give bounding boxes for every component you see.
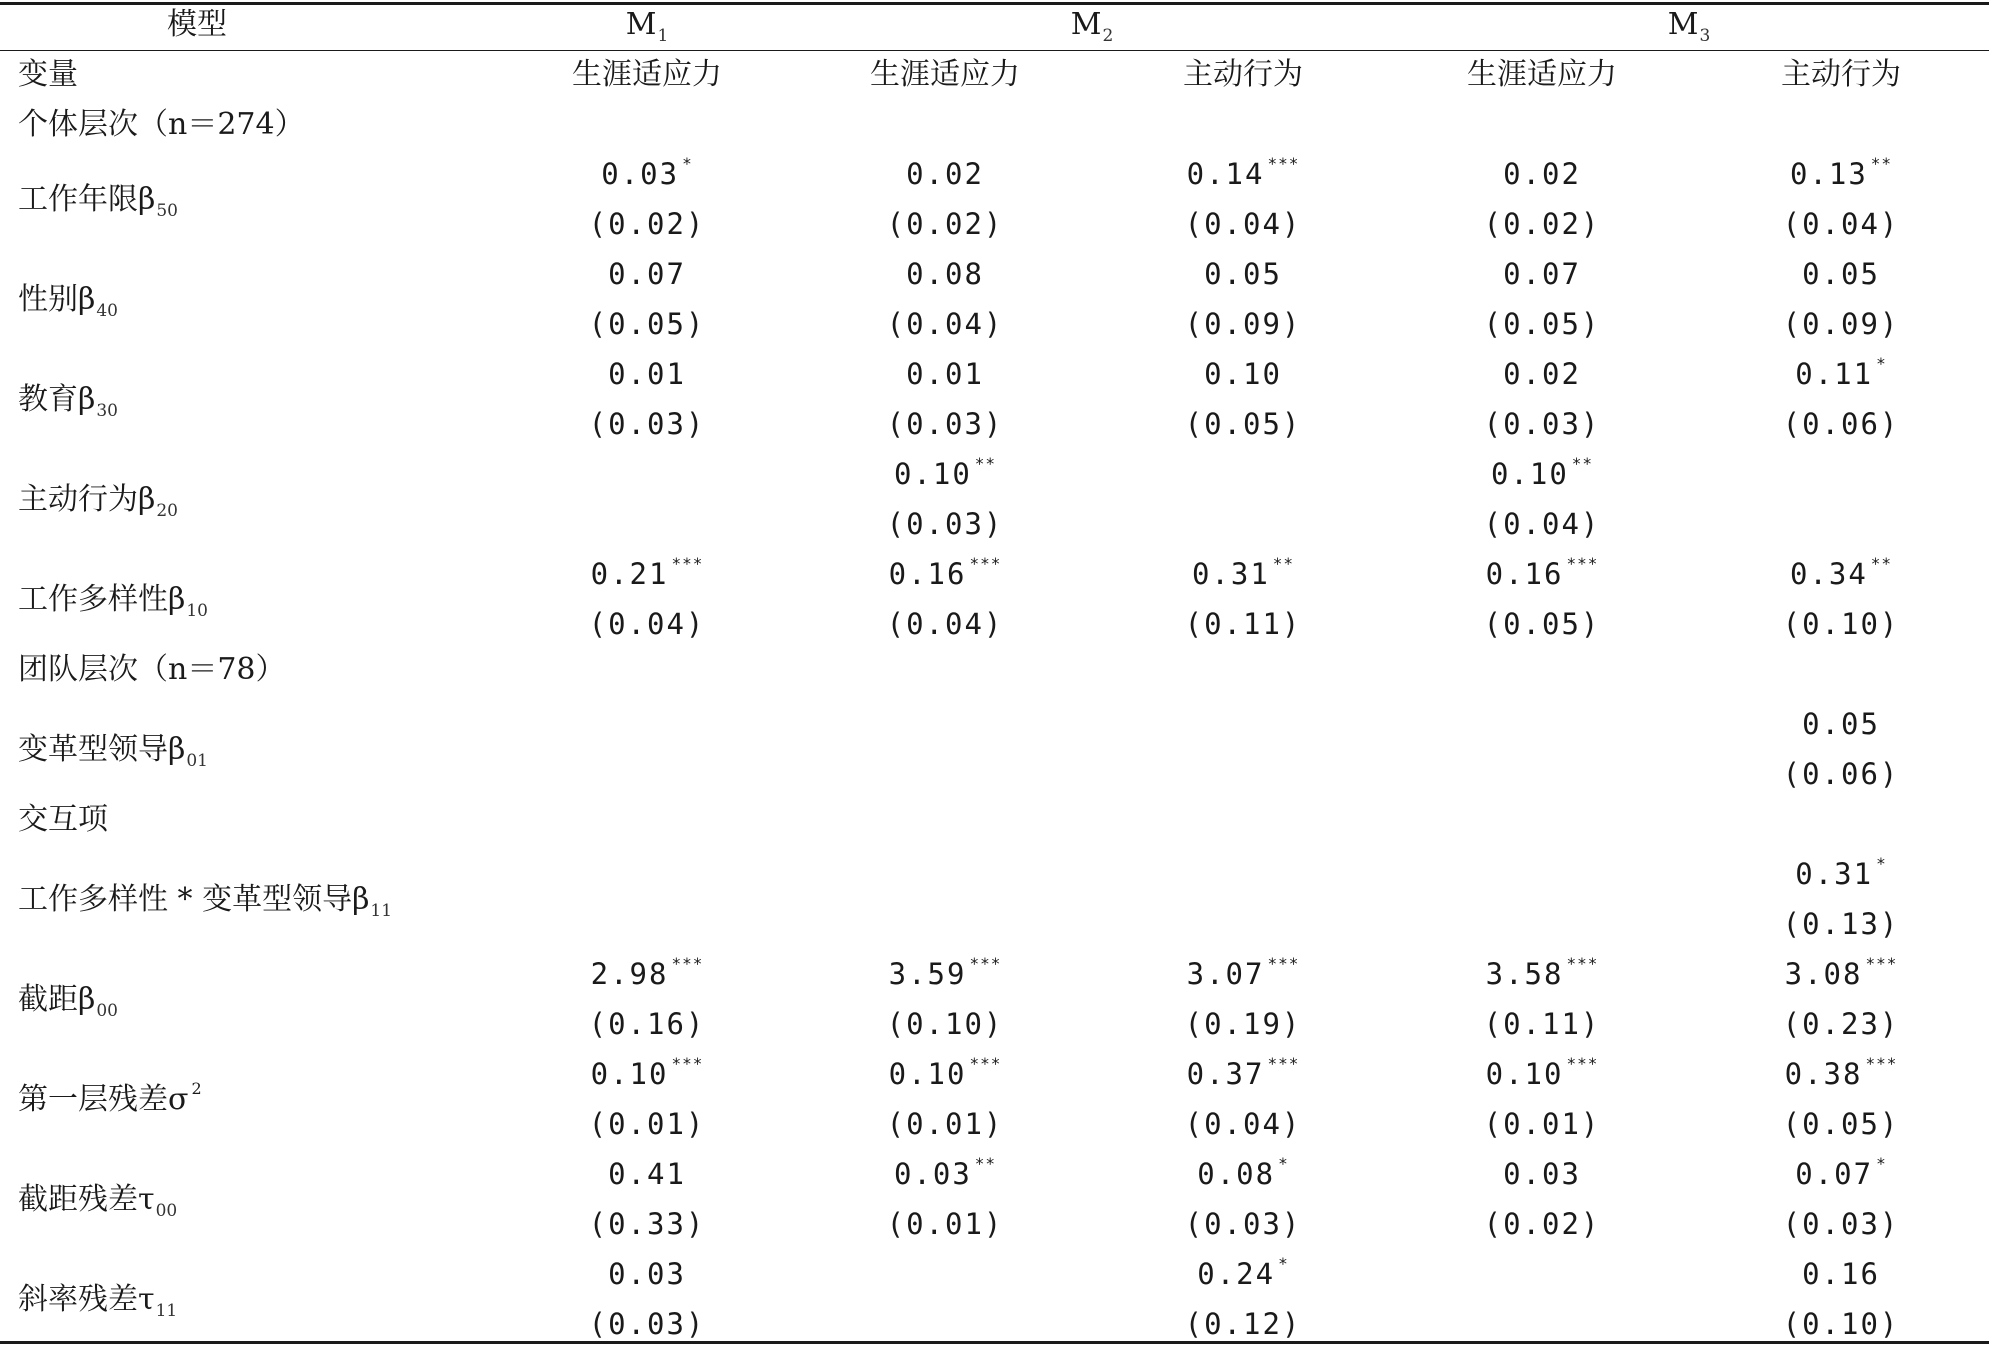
significance-marker: ** (974, 454, 997, 473)
coefficient-value: 0.16 (1802, 1257, 1880, 1291)
coefficient-value: 0.21 (590, 557, 669, 591)
significance-marker: * (1278, 1154, 1289, 1173)
coefficient-value: 0.10 (1204, 357, 1282, 391)
significance-marker: ** (1870, 154, 1893, 173)
coefficient-cell (608, 1257, 686, 1291)
row-label-subscript: 10 (186, 601, 208, 621)
column-header: 生涯适应力 (870, 57, 1020, 92)
standard-error-cell: (0.02) (886, 207, 1004, 241)
coefficient-value: 0.16 (1485, 557, 1564, 591)
standard-error-cell: (0.02) (1483, 1207, 1601, 1241)
coefficient-cell (1795, 854, 1887, 891)
coefficient-cell (1197, 1154, 1289, 1191)
model-m1-sub: 1 (657, 26, 669, 46)
coefficient-value: 0.02 (1503, 357, 1581, 391)
row-label-name: 主动行为β (18, 482, 156, 517)
model-m1-base: M (625, 7, 657, 42)
model-label: 模型 (167, 7, 227, 42)
row-label-subscript: 00 (96, 1001, 118, 1021)
row-label-name: 教育β (18, 382, 96, 417)
coefficient-value: 0.07 (1503, 257, 1581, 291)
header-rule (0, 50, 1989, 51)
coefficient-value: 0.34 (1789, 557, 1868, 591)
significance-marker: ** (974, 1154, 997, 1173)
model-m2 (1070, 7, 1114, 46)
row-label-name: 截距β (18, 982, 96, 1017)
standard-error-cell: (0.12) (1184, 1307, 1302, 1341)
coefficient-value: 0.13 (1789, 157, 1868, 191)
section-interaction: 交互项 (18, 802, 108, 837)
standard-error-cell: (0.11) (1483, 1007, 1601, 1041)
model-m2-base: M (1070, 7, 1102, 42)
coefficient-cell (608, 257, 686, 291)
standard-error-cell: (0.09) (1782, 307, 1900, 341)
significance-marker: * (1876, 1154, 1887, 1173)
row-label-name: 斜率残差τ (18, 1282, 155, 1317)
standard-error-cell: (0.03) (886, 507, 1004, 541)
coefficient-cell (1490, 454, 1594, 491)
bottom-rule (0, 1341, 1989, 1344)
significance-marker: * (1876, 854, 1887, 873)
coefficient-value: 0.08 (1197, 1157, 1276, 1191)
standard-error-cell: (0.05) (588, 307, 706, 341)
coefficient-value: 0.08 (906, 257, 984, 291)
column-header: 主动行为 (1781, 57, 1901, 92)
standard-error-cell: (0.01) (886, 1207, 1004, 1241)
coefficient-cell (906, 257, 984, 291)
row-label (18, 732, 208, 771)
standard-error-cell: (0.10) (1782, 607, 1900, 641)
model-m2-sub: 2 (1102, 26, 1114, 46)
significance-marker: *** (1865, 954, 1898, 973)
coefficient-cell (1802, 1257, 1880, 1291)
standard-error-cell: (0.06) (1782, 757, 1900, 791)
significance-marker: *** (1566, 1054, 1599, 1073)
coefficient-cell (1485, 954, 1599, 991)
coefficient-value: 0.38 (1784, 1057, 1863, 1091)
coefficient-value: 0.03 (1503, 1157, 1581, 1191)
coefficient-cell (893, 454, 997, 491)
standard-error-cell: (0.05) (1184, 407, 1302, 441)
coefficient-cell (1503, 257, 1581, 291)
coefficient-value: 0.03 (608, 1257, 686, 1291)
row-label-name: 工作多样性β (18, 582, 186, 617)
row-label (18, 982, 118, 1021)
column-header: 生涯适应力 (1467, 57, 1617, 92)
row-label (18, 882, 393, 921)
row-label-name: 工作年限β (18, 182, 156, 217)
coefficient-cell (1186, 954, 1300, 991)
coefficient-value: 0.05 (1802, 257, 1880, 291)
coefficient-cell (590, 1054, 704, 1091)
row-label-name: 变革型领导β (18, 732, 186, 767)
coefficient-value: 3.58 (1485, 957, 1564, 991)
coefficient-cell (1503, 1157, 1581, 1191)
coefficient-cell (888, 554, 1002, 591)
coefficient-cell (608, 357, 686, 391)
coefficient-cell (1795, 1154, 1887, 1191)
significance-marker: *** (671, 954, 704, 973)
standard-error-cell: (0.09) (1184, 307, 1302, 341)
row-label-name: 第一层残差σ (18, 1082, 189, 1117)
standard-error-cell: (0.01) (1483, 1107, 1601, 1141)
coefficient-cell (1186, 154, 1300, 191)
coefficient-cell (608, 1157, 686, 1191)
significance-marker: *** (1566, 954, 1599, 973)
model-m3-base: M (1667, 7, 1699, 42)
coefficient-value: 3.59 (888, 957, 967, 991)
standard-error-cell: (0.04) (1184, 207, 1302, 241)
row-label-subscript: 00 (155, 1201, 178, 1221)
row-label (18, 1079, 203, 1117)
coefficient-value: 0.10 (1490, 457, 1569, 491)
row-label (18, 382, 118, 421)
coefficient-cell (1784, 954, 1898, 991)
coefficient-value: 0.02 (906, 157, 984, 191)
coefficient-value: 0.31 (1191, 557, 1270, 591)
standard-error-cell: (0.05) (1483, 607, 1601, 641)
standard-error-cell: (0.16) (588, 1007, 706, 1041)
standard-error-cell: (0.05) (1782, 1107, 1900, 1141)
row-label-subscript: 11 (370, 901, 393, 921)
coefficient-cell (1204, 257, 1282, 291)
row-label-subscript: 20 (156, 501, 178, 521)
coefficient-cell (1503, 357, 1581, 391)
standard-error-cell: (0.03) (588, 1307, 706, 1341)
standard-error-cell: (0.23) (1782, 1007, 1900, 1041)
column-header: 生涯适应力 (572, 57, 722, 92)
standard-error-cell: (0.03) (886, 407, 1004, 441)
column-header: 主动行为 (1183, 57, 1303, 92)
coefficient-value: 0.01 (906, 357, 984, 391)
significance-marker: * (1876, 354, 1887, 373)
standard-error-cell: (0.10) (1782, 1307, 1900, 1341)
standard-error-cell: (0.13) (1782, 907, 1900, 941)
row-label-superscript: 2 (191, 1079, 203, 1098)
section-team: 团队层次（n＝78） (18, 652, 286, 687)
coefficient-value: 0.10 (590, 1057, 669, 1091)
standard-error-cell: (0.11) (1184, 607, 1302, 641)
standard-error-cell: (0.02) (588, 207, 706, 241)
coefficient-value: 0.37 (1186, 1057, 1265, 1091)
coefficient-cell (906, 357, 984, 391)
significance-marker: *** (1267, 954, 1300, 973)
coefficient-cell (1186, 1054, 1300, 1091)
coefficient-cell (590, 554, 704, 591)
coefficient-cell (1503, 157, 1581, 191)
standard-error-cell: (0.04) (886, 307, 1004, 341)
standard-error-cell: (0.04) (588, 607, 706, 641)
standard-error-cell: (0.02) (1483, 207, 1601, 241)
coefficient-value: 0.31 (1795, 857, 1874, 891)
row-label (18, 182, 178, 221)
coefficient-value: 0.02 (1503, 157, 1581, 191)
significance-marker: *** (969, 554, 1002, 573)
coefficient-value: 0.10 (893, 457, 972, 491)
model-m3-sub: 3 (1699, 26, 1711, 46)
standard-error-cell: (0.01) (886, 1107, 1004, 1141)
top-rule (0, 2, 1989, 5)
coefficient-value: 0.05 (1204, 257, 1282, 291)
coefficient-value: 0.05 (1802, 707, 1880, 741)
coefficient-value: 0.14 (1186, 157, 1265, 191)
coefficient-cell (1789, 154, 1893, 191)
standard-error-cell: (0.03) (1184, 1207, 1302, 1241)
significance-marker: * (1278, 1254, 1289, 1273)
coefficient-cell (590, 954, 704, 991)
coefficient-cell (1802, 257, 1880, 291)
significance-marker: *** (969, 954, 1002, 973)
coefficient-value: 0.07 (1795, 1157, 1874, 1191)
row-label-subscript: 11 (155, 1301, 178, 1321)
significance-marker: ** (1571, 454, 1594, 473)
model-m3 (1667, 7, 1711, 46)
row-label-subscript: 50 (156, 201, 178, 221)
coefficient-cell (1485, 1054, 1599, 1091)
significance-marker: *** (1267, 154, 1300, 173)
model-m1 (625, 7, 669, 46)
row-label-name: 截距残差τ (18, 1182, 155, 1217)
coefficient-value: 2.98 (590, 957, 669, 991)
coefficient-cell (1204, 357, 1282, 391)
standard-error-cell: (0.03) (1483, 407, 1601, 441)
coefficient-cell (1784, 1054, 1898, 1091)
row-label-name: 性别β (18, 282, 96, 317)
row-label-name: 工作多样性 * 变革型领导β (18, 882, 370, 917)
coefficient-value: 0.03 (601, 157, 680, 191)
coefficient-value: 0.01 (608, 357, 686, 391)
row-label-subscript: 40 (96, 301, 118, 321)
standard-error-cell: (0.01) (588, 1107, 706, 1141)
row-label (18, 1282, 178, 1321)
coefficient-cell (1795, 354, 1887, 391)
section-individual: 个体层次（n＝274） (18, 107, 305, 142)
row-label (18, 282, 118, 321)
coefficient-cell (893, 1154, 997, 1191)
coefficient-value: 3.07 (1186, 957, 1265, 991)
standard-error-cell: (0.33) (588, 1207, 706, 1241)
coefficient-value: 0.07 (608, 257, 686, 291)
coefficient-value: 3.08 (1784, 957, 1863, 991)
significance-marker: *** (1566, 554, 1599, 573)
coefficient-cell (1197, 1254, 1289, 1291)
standard-error-cell: (0.19) (1184, 1007, 1302, 1041)
coefficient-value: 0.10 (1485, 1057, 1564, 1091)
significance-marker: *** (671, 1054, 704, 1073)
coefficient-cell (888, 954, 1002, 991)
coefficient-cell (1191, 554, 1295, 591)
significance-marker: *** (969, 1054, 1002, 1073)
coefficient-cell (1789, 554, 1893, 591)
coefficient-value: 0.03 (893, 1157, 972, 1191)
coefficient-value: 0.16 (888, 557, 967, 591)
coefficient-cell (1485, 554, 1599, 591)
coefficient-cell (888, 1054, 1002, 1091)
significance-marker: *** (1865, 1054, 1898, 1073)
coefficient-cell (906, 157, 984, 191)
row-label (18, 582, 208, 621)
coefficient-value: 0.11 (1795, 357, 1874, 391)
standard-error-cell: (0.03) (1782, 1207, 1900, 1241)
significance-marker: *** (1267, 1054, 1300, 1073)
significance-marker: ** (1870, 554, 1893, 573)
row-label (18, 1182, 178, 1221)
coefficient-value: 0.10 (888, 1057, 967, 1091)
row-label-subscript: 01 (186, 751, 208, 771)
standard-error-cell: (0.05) (1483, 307, 1601, 341)
standard-error-cell: (0.04) (1782, 207, 1900, 241)
variable-label: 变量 (18, 57, 78, 92)
standard-error-cell: (0.04) (1483, 507, 1601, 541)
row-label-subscript: 30 (96, 401, 118, 421)
standard-error-cell: (0.10) (886, 1007, 1004, 1041)
coefficient-value: 0.24 (1197, 1257, 1276, 1291)
standard-error-cell: (0.06) (1782, 407, 1900, 441)
significance-marker: *** (671, 554, 704, 573)
standard-error-cell: (0.04) (886, 607, 1004, 641)
coefficient-cell (601, 154, 693, 191)
row-label (18, 482, 178, 521)
standard-error-cell: (0.04) (1184, 1107, 1302, 1141)
standard-error-cell: (0.03) (588, 407, 706, 441)
significance-marker: * (682, 154, 693, 173)
coefficient-value: 0.41 (608, 1157, 686, 1191)
coefficient-cell (1802, 707, 1880, 741)
significance-marker: ** (1272, 554, 1295, 573)
